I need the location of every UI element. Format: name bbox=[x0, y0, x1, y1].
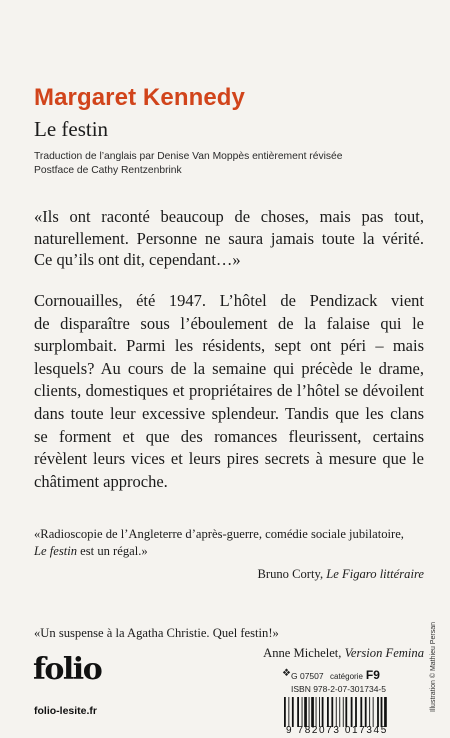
review-source: Version Femina bbox=[344, 646, 424, 660]
summary-line: dans toute leur excessive splendeur. Tandis que les clans bbox=[34, 403, 424, 423]
quote-line: naturellement. Personne ne saura jamais toute la vérité. bbox=[34, 228, 424, 248]
category-symbol-icon: ❖ bbox=[282, 668, 291, 679]
barcode-bar bbox=[302, 697, 303, 727]
barcode-bar bbox=[331, 697, 333, 727]
reviewer-name: Bruno Corty, bbox=[257, 567, 327, 581]
summary-line: surplombait. Parmi les résidents, sept ont péri – mais bbox=[34, 336, 424, 356]
author-name: Margaret Kennedy bbox=[34, 84, 245, 111]
barcode-bar bbox=[384, 697, 387, 727]
postface-credit: Postface de Cathy Rentzenbrink bbox=[34, 164, 182, 176]
barcode-bar bbox=[360, 697, 362, 727]
barcode-bar bbox=[365, 697, 367, 727]
barcode-bar bbox=[311, 697, 314, 727]
opening-quote bbox=[34, 206, 424, 271]
barcode-bar bbox=[369, 697, 370, 727]
summary-line: clients, domestiques et propriétaires de l’hôtel se dévoilent bbox=[34, 381, 424, 401]
barcode bbox=[282, 697, 430, 727]
summary-line: Cornouailles, été 1947. L’hôtel de Pendizack vient bbox=[34, 291, 424, 310]
isbn: ISBN 978-2-07-301734-5 bbox=[291, 684, 386, 694]
price-code: F9 bbox=[365, 668, 380, 682]
barcode-bar bbox=[322, 697, 324, 727]
barcode-bar bbox=[288, 697, 289, 727]
quote-line: Ce qu’ils ont dit, cependant…» bbox=[34, 250, 241, 269]
product-code bbox=[291, 668, 431, 682]
review-text-end: est un régal.» bbox=[77, 544, 148, 558]
barcode-bar bbox=[297, 697, 299, 727]
barcode-bar bbox=[316, 697, 317, 727]
barcode-bar bbox=[292, 697, 294, 727]
translation-credit: Traduction de l’anglais par Denise Van Moppès entièrement révisée bbox=[34, 151, 343, 162]
barcode-bar bbox=[339, 697, 340, 727]
review-book-title: Le festin bbox=[34, 544, 78, 558]
barcode-bar bbox=[345, 697, 347, 727]
credits bbox=[34, 150, 343, 177]
review-text: «Un suspense à la Agatha Christie. Quel festin!» bbox=[34, 626, 279, 640]
review-text bbox=[34, 543, 424, 560]
summary-line: se forment et que des romances fleurissent, certains bbox=[34, 426, 424, 446]
internal-code: G 07507 bbox=[291, 671, 324, 681]
barcode-bar bbox=[327, 697, 329, 727]
review-attribution bbox=[34, 566, 424, 583]
review-text: «Radioscopie de l’Angleterre d’après-guerre, comédie sociale jubilatoire, bbox=[34, 527, 404, 541]
barcode-bar bbox=[377, 697, 379, 727]
summary-paragraph bbox=[34, 290, 424, 493]
barcode-bar bbox=[373, 697, 374, 727]
illustration-credit: Illustration © Mathieu Persan bbox=[430, 622, 437, 712]
barcode-bar bbox=[355, 697, 357, 727]
summary-line: révèlent leurs vices et leurs pires secrets à mesure que le bbox=[34, 449, 424, 469]
summary-line: de disparaître sous l’éboulement de la falaise qui le bbox=[34, 313, 424, 333]
review-source: Le Figaro littéraire bbox=[326, 567, 424, 581]
publisher-logo: folio bbox=[33, 652, 102, 687]
summary-line: lesquels? Au cours de la semaine qui précède le drame, bbox=[34, 358, 424, 378]
reviewer-name: Anne Michelet, bbox=[263, 646, 345, 660]
barcode-bar bbox=[381, 697, 383, 727]
press-review bbox=[34, 526, 424, 583]
summary-line: châtiment approche. bbox=[34, 471, 168, 491]
quote-line: «Ils ont raconté beaucoup de choses, mais pas tout, bbox=[34, 207, 424, 226]
publisher-website: folio-lesite.fr bbox=[34, 705, 98, 717]
category-label: catégorie bbox=[330, 672, 363, 681]
barcode-bar bbox=[351, 697, 353, 727]
barcode-bar bbox=[309, 697, 310, 727]
barcode-bar bbox=[304, 697, 307, 727]
book-title: Le festin bbox=[34, 117, 109, 141]
barcode-digits: 9 782073 017345 bbox=[286, 725, 388, 736]
barcode-bar bbox=[343, 697, 344, 727]
barcode-bar bbox=[284, 697, 286, 727]
barcode-bar bbox=[336, 697, 337, 727]
barcode-bar bbox=[319, 697, 320, 727]
